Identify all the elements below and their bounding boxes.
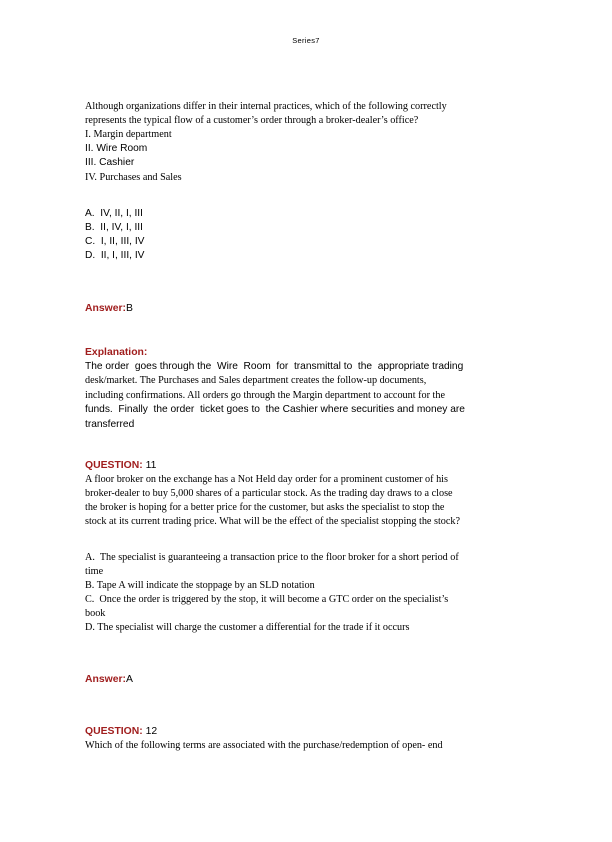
question-10-option-d[interactable]: D. II, I, III, IV <box>85 250 145 262</box>
question-10-stem <box>85 100 517 128</box>
question-11-label: QUESTION: <box>85 459 143 471</box>
explanation-line-5: transferred <box>85 419 135 430</box>
answer-value: B <box>126 302 133 314</box>
roman-item-4: IV. Purchases and Sales <box>85 171 182 183</box>
question-10-stem-line-2: represents the typical flow of a customer’s order through a broker-dealer’s office? <box>85 115 419 126</box>
question-11-block <box>85 455 517 687</box>
question-11-stem-line-4: stock at its current trading price. What will be the effect of the specialist stopping the stock? <box>85 515 461 527</box>
explanation-line-1: The order goes through the Wire Room for transmittal to the appropriate trading <box>85 360 464 372</box>
answer-value: A <box>126 673 133 685</box>
explanation-label: Explanation: <box>85 346 148 358</box>
question-11-option-d[interactable]: D. The specialist will charge the customer a differential for the trade if it occurs <box>85 621 410 633</box>
explanation-line-3: including confirmations. All orders go through the Margin department to account for the <box>85 389 445 401</box>
question-10-option-c[interactable]: C. I, II, III, IV <box>85 236 145 248</box>
running-header-title: Series7 <box>292 36 320 45</box>
question-11-number: 11 <box>145 459 157 471</box>
spacer <box>85 185 517 207</box>
spacer <box>85 529 517 551</box>
document-body <box>85 100 517 753</box>
question-10-option-a[interactable]: A. IV, II, I, III <box>85 207 143 219</box>
question-11-option-a-cont[interactable]: time <box>85 565 104 577</box>
question-11-answer <box>85 669 517 687</box>
question-10-options <box>85 207 517 264</box>
answer-label: Answer: <box>85 673 126 685</box>
question-11-stem-line-2: broker-dealer to buy 5,000 shares of a particular stock. As the trading day draws to a close <box>85 487 453 499</box>
spacer <box>85 433 517 455</box>
question-10-stem-line-1: Although organizations differ in their internal practices, which of the following correctly <box>85 101 447 112</box>
explanation-line-4: funds. Finally the order ticket goes to the Cashier where securities and money are <box>85 404 465 416</box>
spacer <box>85 635 517 669</box>
question-11-heading <box>85 455 517 473</box>
question-11-stem <box>85 473 517 529</box>
spacer <box>85 687 517 721</box>
question-10-answer <box>85 298 517 316</box>
question-11-option-a[interactable]: A. The specialist is guaranteeing a transaction price to the floor broker for a short period of <box>85 551 459 563</box>
question-11-stem-line-1: A floor broker on the exchange has a Not Held day order for a prominent customer of his <box>85 473 448 485</box>
roman-item-2: II. Wire Room <box>85 143 148 155</box>
question-11-stem-line-3: the broker is hoping for a better price for the customer, but asks the specialist to stop the <box>85 501 445 513</box>
roman-item-3: III. Cashier <box>85 157 135 169</box>
question-12-stem <box>85 739 517 753</box>
question-12-stem-line-1: Which of the following terms are associated with the purchase/redemption of open- end <box>85 739 443 751</box>
explanation-line-2: desk/market. The Purchases and Sales department creates the follow-up documents, <box>85 375 427 387</box>
question-12-block <box>85 721 517 753</box>
answer-label: Answer: <box>85 302 126 314</box>
spacer <box>85 316 517 346</box>
question-10-roman-list <box>85 128 517 185</box>
question-10-block <box>85 100 517 433</box>
question-12-number: 12 <box>145 725 158 737</box>
question-11-options <box>85 551 517 635</box>
question-12-label: QUESTION: <box>85 725 143 737</box>
spacer <box>85 264 517 298</box>
question-11-option-c-cont[interactable]: book <box>85 607 106 619</box>
running-header <box>0 36 612 45</box>
question-11-option-b[interactable]: B. Tape A will indicate the stoppage by an SLD notation <box>85 579 315 591</box>
question-10-option-b[interactable]: B. II, IV, I, III <box>85 222 143 234</box>
question-10-explanation <box>85 346 517 433</box>
question-12-heading <box>85 721 517 739</box>
question-11-option-c[interactable]: C. Once the order is triggered by the stop, it will become a GTC order on the specialist’s <box>85 593 449 605</box>
roman-item-1: I. Margin department <box>85 129 172 140</box>
